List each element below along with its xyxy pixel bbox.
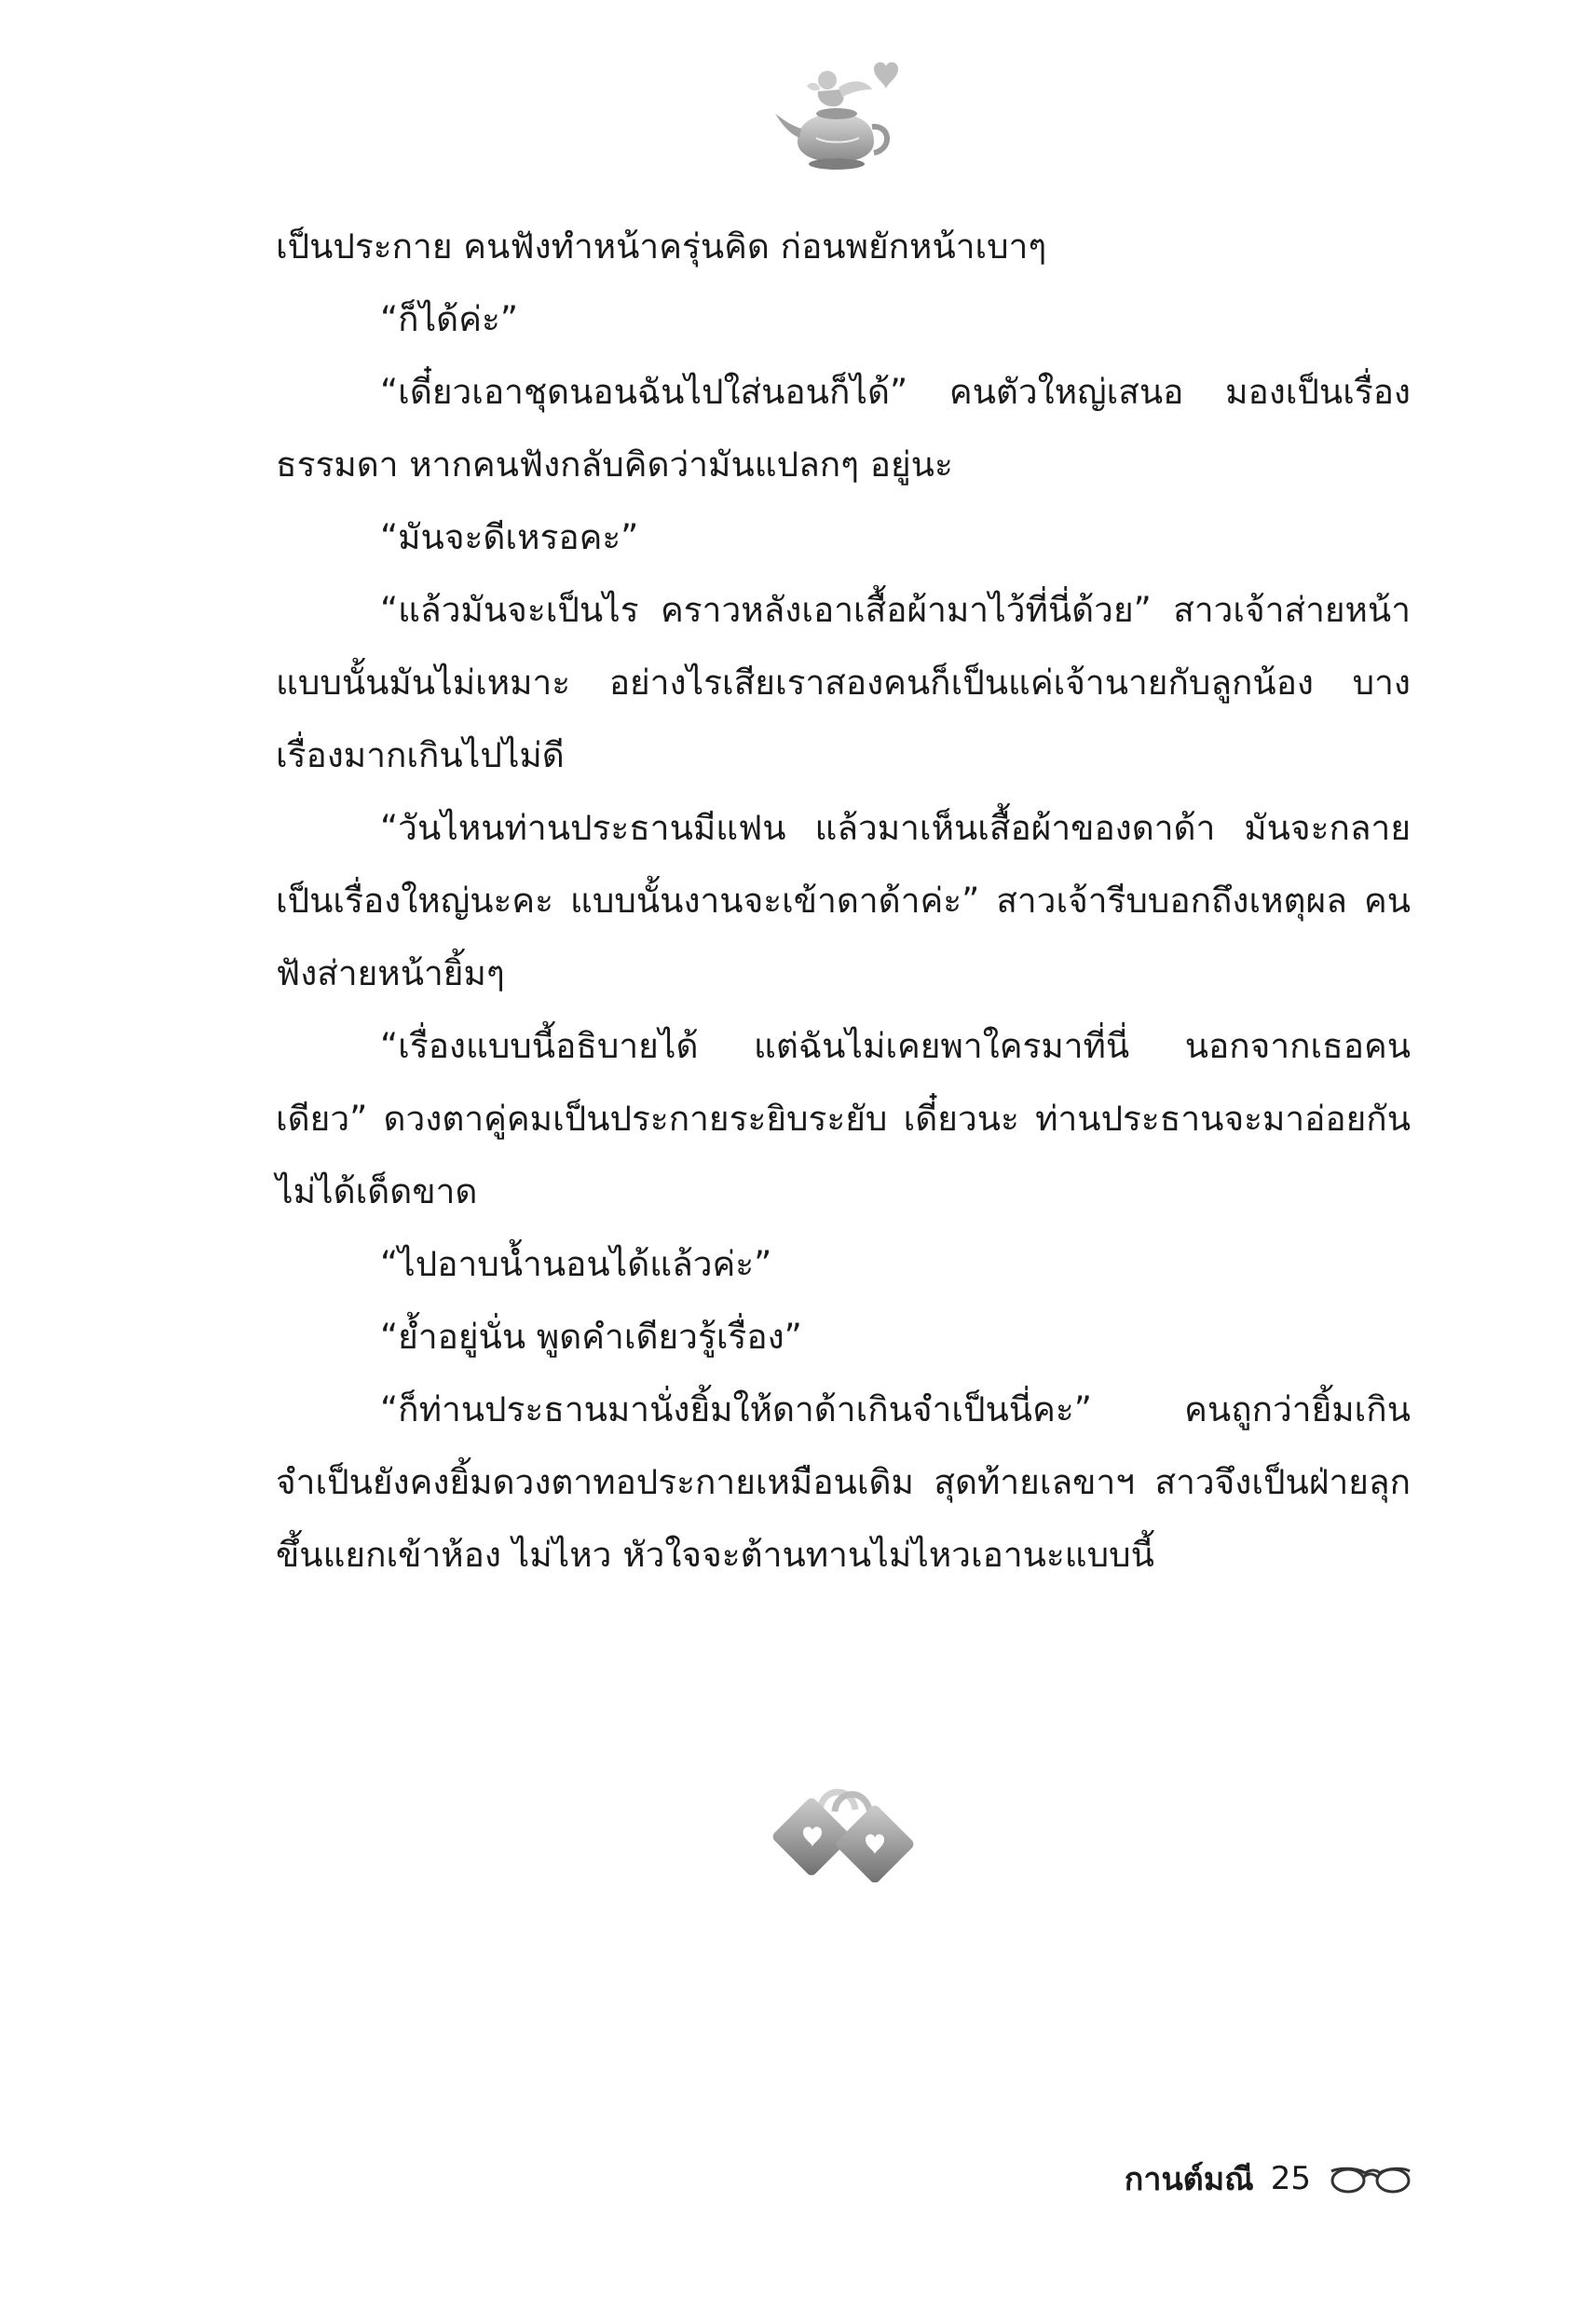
author-name: กานต์มณี <box>1124 2161 1254 2198</box>
page-number: 25 <box>1270 2160 1311 2197</box>
story-text <box>276 211 1411 1592</box>
eyeglasses-icon <box>1328 2162 1413 2195</box>
paragraph: “เดี๋ยวเอาชุดนอนฉันไปใส่นอนก็ได้” คนตัวใหญ่เสนอ มองเป็นเรื่องธรรมดา หากคนฟังกลับคิดว่ามันแปลกๆ อยู่นะ <box>276 372 1411 485</box>
dialogue-line: “ย้ำอยู่นั่น พูดคำเดียวรู้เรื่อง” <box>380 1317 802 1357</box>
paragraph: “เรื่องแบบนี้อธิบายได้ แต่ฉันไม่เคยพาใครมาที่นี่ นอกจากเธอคนเดียว” ดวงตาคู่คมเป็นประกายระยิบระยับ เดี๋ยวนะ ท่านประธานจะมาอ่อยกันไม่ได้เด็ดขาด <box>276 1026 1411 1211</box>
cupid-teapot-icon <box>770 52 909 173</box>
page-footer <box>1125 2158 1413 2199</box>
paragraph: “ก็ท่านประธานมานั่งยิ้มให้ดาด้าเกินจำเป็นนี่คะ” คนถูกว่ายิ้มเกินจำเป็นยังคงยิ้มดวงตาทอประกายเหมือนเดิม สุดท้ายเลขาฯ สาวจึงเป็นฝ่ายลุกขึ้นแยกเข้าห้อง ไม่ไหว หัวใจจะต้านทานไม่ไหวเอานะแบบนี้ <box>276 1389 1411 1575</box>
paragraph: เป็นประกาย คนฟังทำหน้าครุ่นคิด ก่อนพยักหน้าเบาๆ <box>276 226 1047 267</box>
dialogue-line: “ก็ได้ค่ะ” <box>380 299 518 339</box>
heart-padlocks-icon <box>766 1771 921 1882</box>
dialogue-line: “มันจะดีเหรอคะ” <box>380 517 639 557</box>
dialogue-line: “ไปอาบน้ำนอนได้แล้วค่ะ” <box>380 1244 772 1284</box>
paragraph: “วันไหนท่านประธานมีแฟน แล้วมาเห็นเสื้อผ้าของดาด้า มันจะกลายเป็นเรื่องใหญ่นะคะ แบบนั้นงานจะเข้าดาด้าค่ะ” สาวเจ้ารีบบอกถึงเหตุผล คนฟังส่ายหน้ายิ้มๆ <box>276 808 1411 993</box>
paragraph: “แล้วมันจะเป็นไร คราวหลังเอาเสื้อผ้ามาไว้ที่นี่ด้วย” สาวเจ้าส่ายหน้า แบบนั้นมันไม่เหมาะ อย่างไรเสียเราสองคนก็เป็นแค่เจ้านายกับลูกน้อง บางเรื่องมากเกินไปไม่ดี <box>276 590 1411 775</box>
